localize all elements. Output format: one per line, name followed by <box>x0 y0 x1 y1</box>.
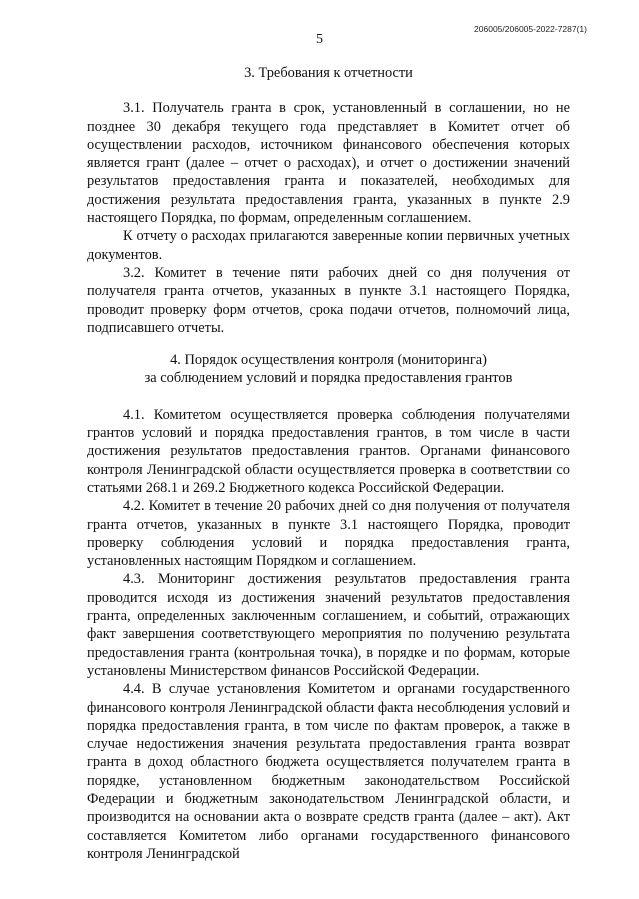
section-4-heading-line-2: за соблюдением условий и порядка предоставления грантов <box>144 370 513 387</box>
section-4-heading <box>87 351 570 388</box>
document-body <box>87 64 570 863</box>
paragraph-4-2: 4.2. Комитет в течение 20 рабочих дней со дня получения от получателя гранта отчетов, указанных в пункте 3.1 настоящего Порядка, проводит проверку соблюдения условий и порядка предоставления гранта, установленных настоящим Порядком и соглашением. <box>87 498 570 570</box>
document-id: 206005/206005-2022-7287(1) <box>474 24 587 34</box>
paragraph-3-1: 3.1. Получатель гранта в срок, установленный в соглашении, но не позднее 30 декабря текущего года представляет в Комитет отчет об осуществлении расходов, источником финансового обеспечения которых является грант (далее – отчет о расходах), и отчет о достижении значений результатов предоставления гранта и показателей, необходимых для достижения результата предоставления гранта, указанных в пункте 2.9 настоящего Порядка, по формам, определенным соглашением. <box>87 100 570 227</box>
section-4-heading-line-1: 4. Порядок осуществления контроля (мониторинга) <box>170 352 487 369</box>
section-3-heading: 3. Требования к отчетности <box>244 65 413 81</box>
paragraph-3-1-attachment: К отчету о расходах прилагаются заверенные копии первичных учетных документов. <box>87 228 570 263</box>
paragraph-4-1: 4.1. Комитетом осуществляется проверка соблюдения получателями грантов условий и порядка предоставления грантов, в том числе в части достижения результатов предоставления грантов. Органами финансового контроля Ленинградской области осуществляется проверка в соответствии со статьями 268.1 и 269.2 Бюджетного кодекса Российской Федерации. <box>87 406 570 496</box>
paragraph-4-4: 4.4. В случае установления Комитетом и органами государственного финансового контроля Ленинградской области факта несоблюдения условий и порядка предоставления гранта, в том числе по фактам проверок, а также в случае недостижения значения результата предоставления гранта возврат гранта в доход областного бюджета осуществляется получателем гранта в порядке, установленном бюджетным законодательством Российской Федерации и бюджетным законодательством Ленинградской области, и производится на основании акта о возврате средств гранта (далее – акт). Акт составляется Комитетом либо органами государственного финансового контроля Ленинградской <box>87 681 570 862</box>
paragraph-4-3: 4.3. Мониторинг достижения результатов предоставления гранта проводится исходя из достижения значений результатов предоставления гранта, определенных заключенным соглашением, и событий, отражающих факт завершения соответствующего мероприятия по получению результата предоставления гранта (контрольная точка), в порядке и по формам, которые установлены Министерством финансов Российской Федерации. <box>87 571 570 679</box>
paragraph-3-2: 3.2. Комитет в течение пяти рабочих дней со дня получения от получателя гранта отчетов, указанных в пункте 3.1 настоящего Порядка, проводит проверку форм отчетов, срока подачи отчетов, полномочий лица, подписавшего отчеты. <box>87 264 570 336</box>
page-number: 5 <box>316 32 323 47</box>
